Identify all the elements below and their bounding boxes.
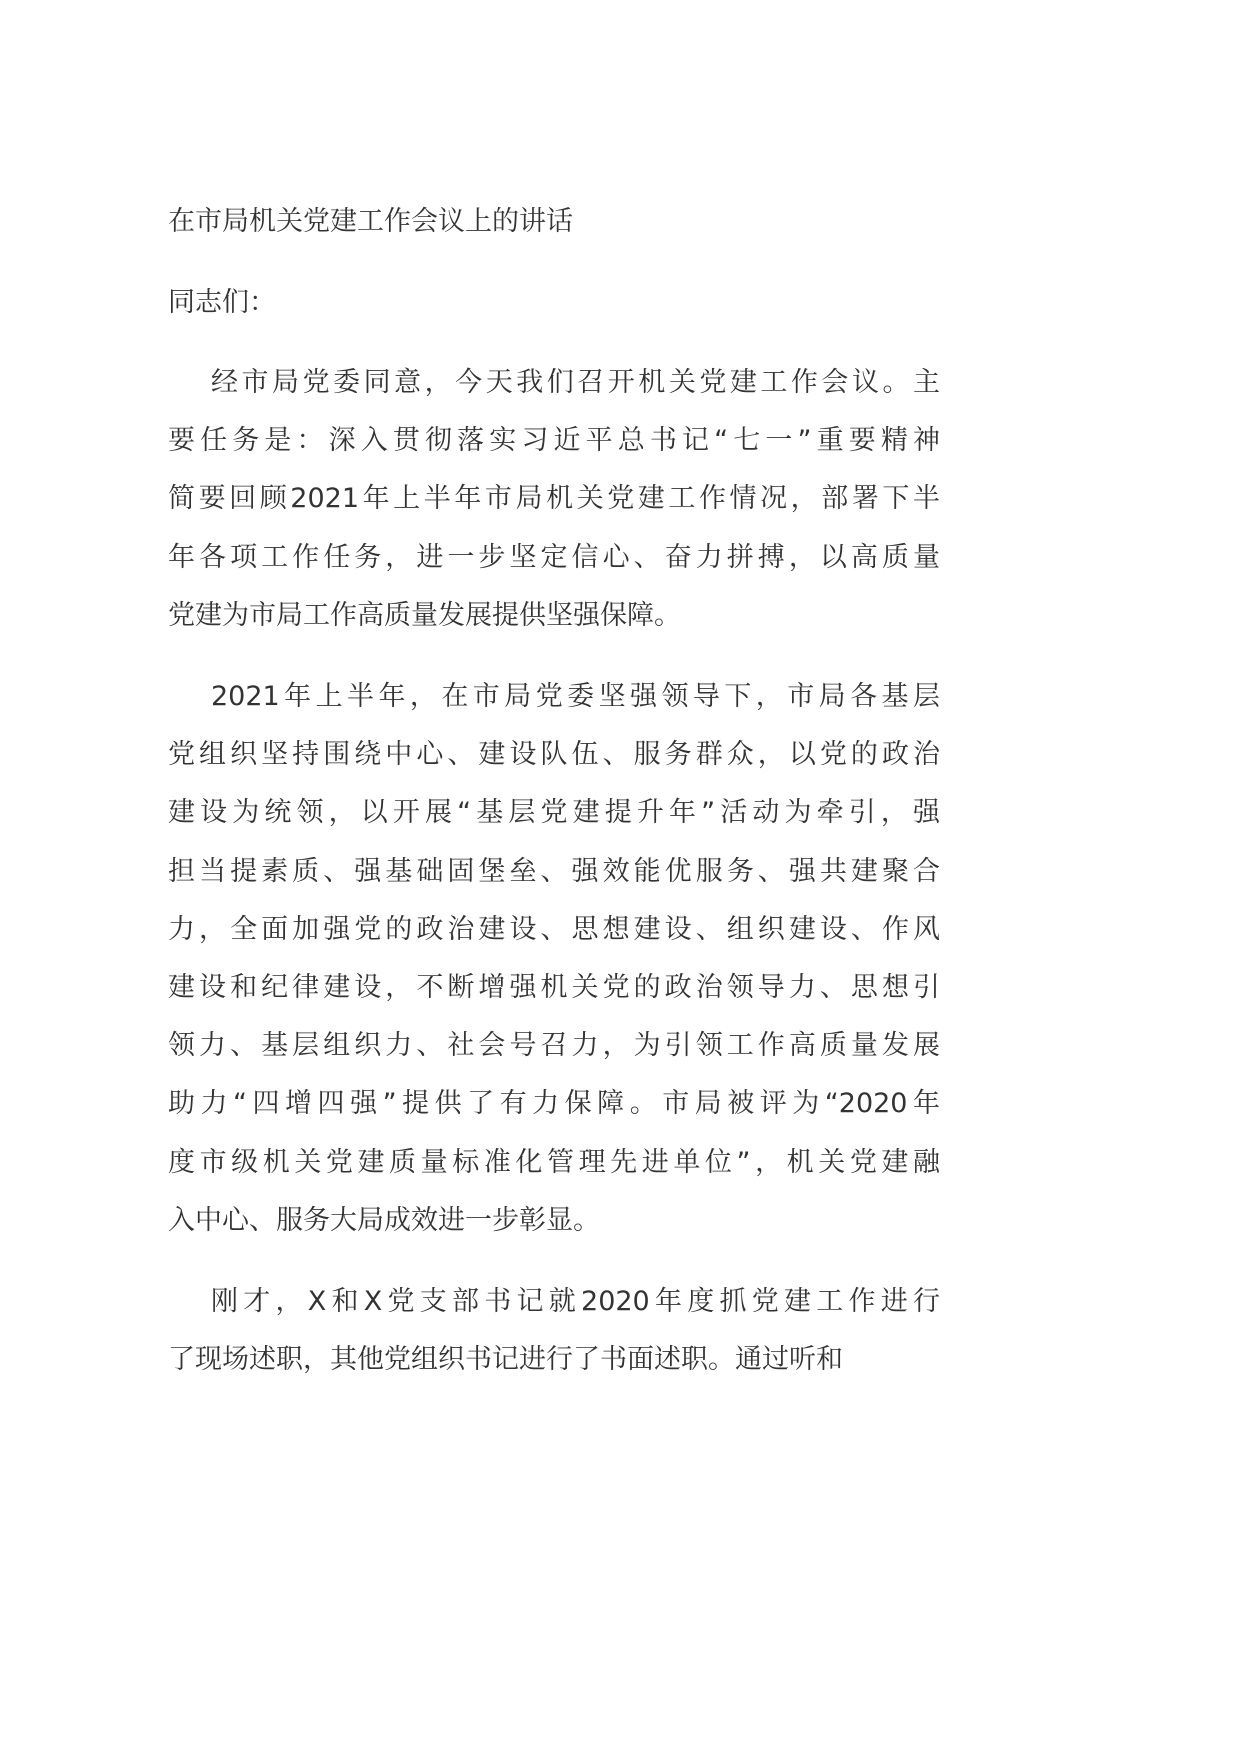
paragraph-2-line: 入中心、服务大局成效进一步彰显。 [168,1204,600,1236]
paragraph-2-line: 度市级机关党建质量标准化管理先进单位”，机关党建融 [168,1146,940,1178]
paragraph-1-line: 经市局党委同意，今天我们召开机关党建工作会议。主 [211,367,940,398]
paragraph-2-line: 2021年上半年，在市局党委坚强领导下，市局各基层 [211,681,940,712]
paragraph-1-line: 年各项工作任务，进一步坚定信心、奋力拼搏，以高质量 [168,541,940,573]
paragraph-3-line: 刚才，X和X党支部书记就2020年度抓党建工作进行 [211,1286,940,1317]
paragraph-1-line: 党建为市局工作高质量发展提供坚强保障。 [168,599,681,631]
paragraph-1-line: 要任务是：深入贯彻落实习近平总书记“七一”重要精神 [168,425,940,457]
paragraph-2-line: 建设为统领，以开展“基层党建提升年”活动为牵引，强 [168,797,940,829]
document-title: 在市局机关党建工作会议上的讲话 [168,206,573,237]
paragraph-2-line: 建设和纪律建设，不断增强机关党的政治领导力、思想引 [168,972,940,1003]
paragraph-1-line: 简要回顾2021年上半年市局机关党建工作情况，部署下半 [168,483,940,515]
salutation: 同志们： [168,287,276,318]
paragraph-2-line: 助力“四增四强”提供了有力保障。市局被评为“2020年 [168,1088,940,1120]
paragraph-2-line: 党组织坚持围绕中心、建设队伍、服务群众，以党的政治 [168,739,940,771]
paragraph-2-line: 力，全面加强党的政治建设、思想建设、组织建设、作风 [168,913,940,945]
paragraph-3-line: 了现场述职，其他党组织书记进行了书面述职。通过听和 [168,1344,843,1376]
paragraph-2-line: 担当提素质、强基础固堡垒、强效能优服务、强共建聚合 [168,855,940,887]
paragraph-2-line: 领力、基层组织力、社会号召力，为引领工作高质量发展 [168,1030,940,1062]
